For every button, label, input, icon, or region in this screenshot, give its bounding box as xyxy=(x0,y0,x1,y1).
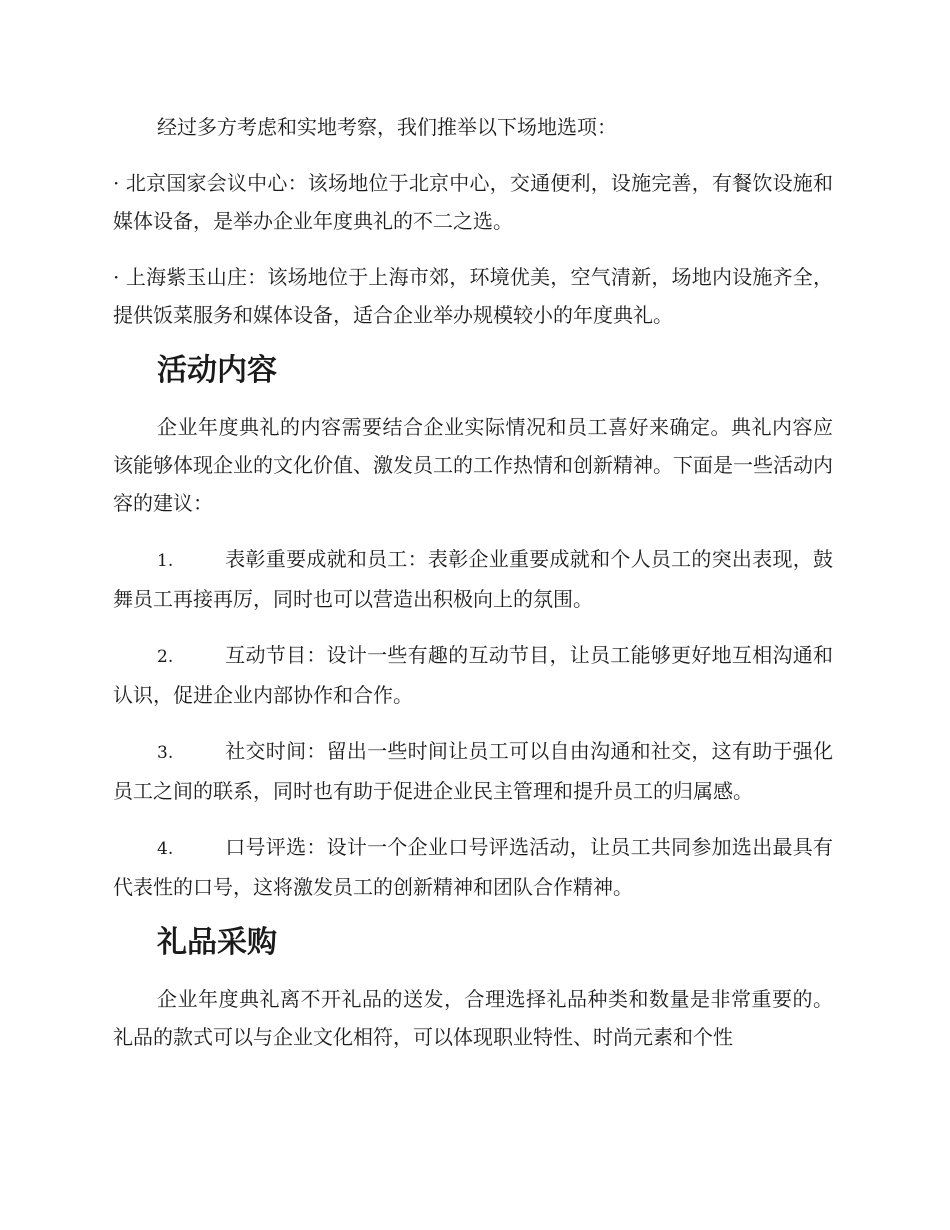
list-item-text: 互动节目：设计一些有趣的互动节目，让员工能够更好地互相沟通和认识，促进企业内部协作和合作。 xyxy=(113,643,833,707)
activities-paragraph: 企业年度典礼的内容需要结合企业实际情况和员工喜好来确定。典礼内容应该能够体现企业的文化价值、激发员工的工作热情和创新精神。下面是一些活动内容的建议： xyxy=(113,415,833,515)
activity-item-3 xyxy=(113,732,833,810)
venue-item-shanghai: · 上海紫玉山庄：该场地位于上海市郊，环境优美，空气清新，场地内设施齐全，提供饭菜服务和媒体设备，适合企业举办规模较小的年度典礼。 xyxy=(113,265,833,327)
activity-item-1 xyxy=(113,540,833,618)
gifts-paragraph: 企业年度典礼离不开礼品的送发，合理选择礼品种类和数量是非常重要的。礼品的款式可以与企业文化相符，可以体现职业特性、时尚元素和个性 xyxy=(113,987,833,1049)
list-number: 4. xyxy=(157,839,174,859)
document-page xyxy=(113,108,833,1056)
list-number: 1. xyxy=(157,551,174,571)
activity-item-4 xyxy=(113,828,833,906)
list-item-text: 口号评选：设计一个企业口号评选活动，让员工共同参加选出最具有代表性的口号，这将激发员工的创新精神和团队合作精神。 xyxy=(113,835,833,899)
list-item-text: 表彰重要成就和员工：表彰企业重要成就和个人员工的突出表现，鼓舞员工再接再厉，同时也可以营造出积极向上的氛围。 xyxy=(113,547,833,611)
heading-activities: 活动内容 xyxy=(157,353,277,388)
activity-item-2 xyxy=(113,636,833,714)
list-item-text: 社交时间：留出一些时间让员工可以自由沟通和社交，这有助于强化员工之间的联系，同时也有助于促进企业民主管理和提升员工的归属感。 xyxy=(113,739,833,803)
heading-gifts: 礼品采购 xyxy=(157,925,277,960)
list-number: 2. xyxy=(157,647,174,667)
list-number: 3. xyxy=(157,743,174,763)
venue-item-beijing: · 北京国家会议中心：该场地位于北京中心，交通便利，设施完善，有餐饮设施和媒体设备，是举办企业年度典礼的不二之选。 xyxy=(113,171,833,233)
intro-paragraph: 经过多方考虑和实地考察，我们推举以下场地选项： xyxy=(157,115,617,139)
